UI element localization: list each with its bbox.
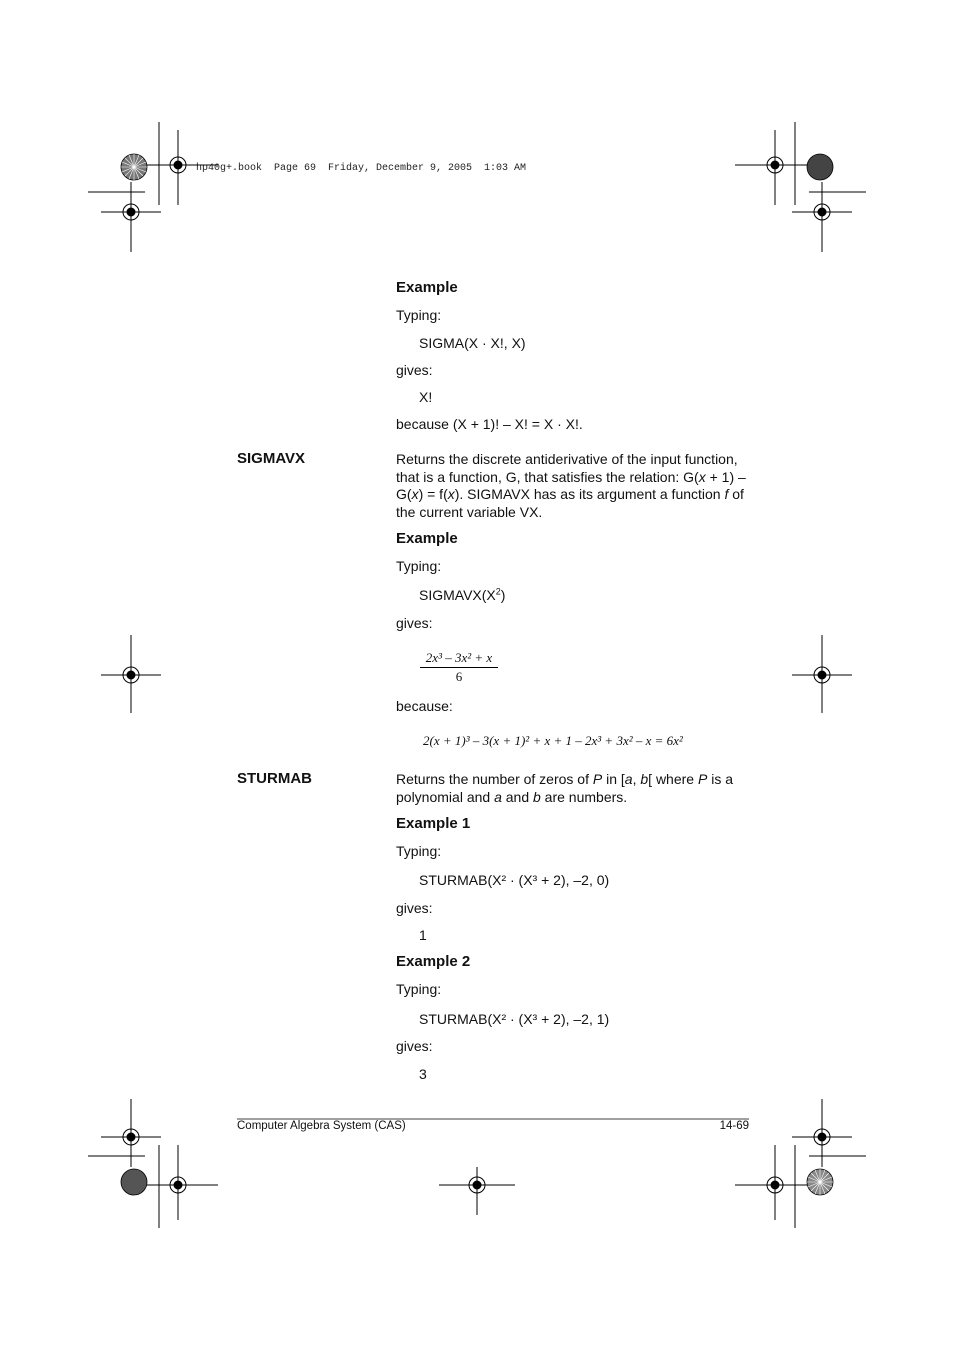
sturmab-description: Returns the number of zeros of P in [a, b[ where P is a polynomial and a and b are numbers. xyxy=(396,771,734,805)
sigma-input: SIGMA(X · X!, X) xyxy=(419,335,526,351)
gives-label: gives: xyxy=(396,900,433,916)
sigmavx-because-formula: 2(x + 1)³ – 3(x + 1)² + x + 1 – 2x³ + 3x² – x = 6x² xyxy=(423,733,683,748)
sigmavx-description: Returns the discrete antiderivative of the input function, that is a function, G, that satisfies the relation: G(x + 1) – G(x) = f(x). SIGMAVX has as its argument a function f of the current variable VX. xyxy=(396,451,746,520)
term-sturmab: STURMAB xyxy=(237,770,312,787)
sigmavx-input: $SIGMAVX(X^2)$ xyxy=(419,586,506,603)
gives-label: gives: xyxy=(396,362,433,378)
because-label: because: xyxy=(396,698,453,714)
example-heading: Example xyxy=(396,530,458,547)
gives-label: gives: xyxy=(396,615,433,631)
header-stamp: hp40g+.book Page 69 Friday, December 9, 2005 1:03 AM xyxy=(196,163,527,174)
footer-page-number: 14-69 xyxy=(719,1120,749,1132)
sturmab-example-2-result: 3 xyxy=(419,1066,427,1082)
example-1-heading: Example 1 xyxy=(396,815,471,832)
typing-label: Typing: xyxy=(396,307,442,323)
example-2-heading: Example 2 xyxy=(396,953,471,970)
sigma-because: because (X + 1)! – X! = X · X!. xyxy=(396,416,583,432)
sigma-result: X! xyxy=(419,389,433,405)
example-heading: Example xyxy=(396,279,458,296)
typing-label: Typing: xyxy=(396,843,442,859)
sigmavx-result-fraction xyxy=(420,650,498,685)
sturmab-example-2-input: STURMAB(X² · (X³ + 2), –2, 1) xyxy=(419,1011,610,1027)
typing-label: Typing: xyxy=(396,558,442,574)
gives-label: gives: xyxy=(396,1038,433,1054)
fraction-denominator: 6 xyxy=(455,669,463,684)
term-sigmavx: SIGMAVX xyxy=(237,450,306,467)
sturmab-example-1-result: 1 xyxy=(419,927,427,943)
footer-chapter-title: Computer Algebra System (CAS) xyxy=(237,1120,406,1132)
sturmab-example-1-input: STURMAB(X² · (X³ + 2), –2, 0) xyxy=(419,872,610,888)
fraction-numerator: 2x³ – 3x² + x xyxy=(420,650,498,668)
typing-label: Typing: xyxy=(396,981,442,997)
